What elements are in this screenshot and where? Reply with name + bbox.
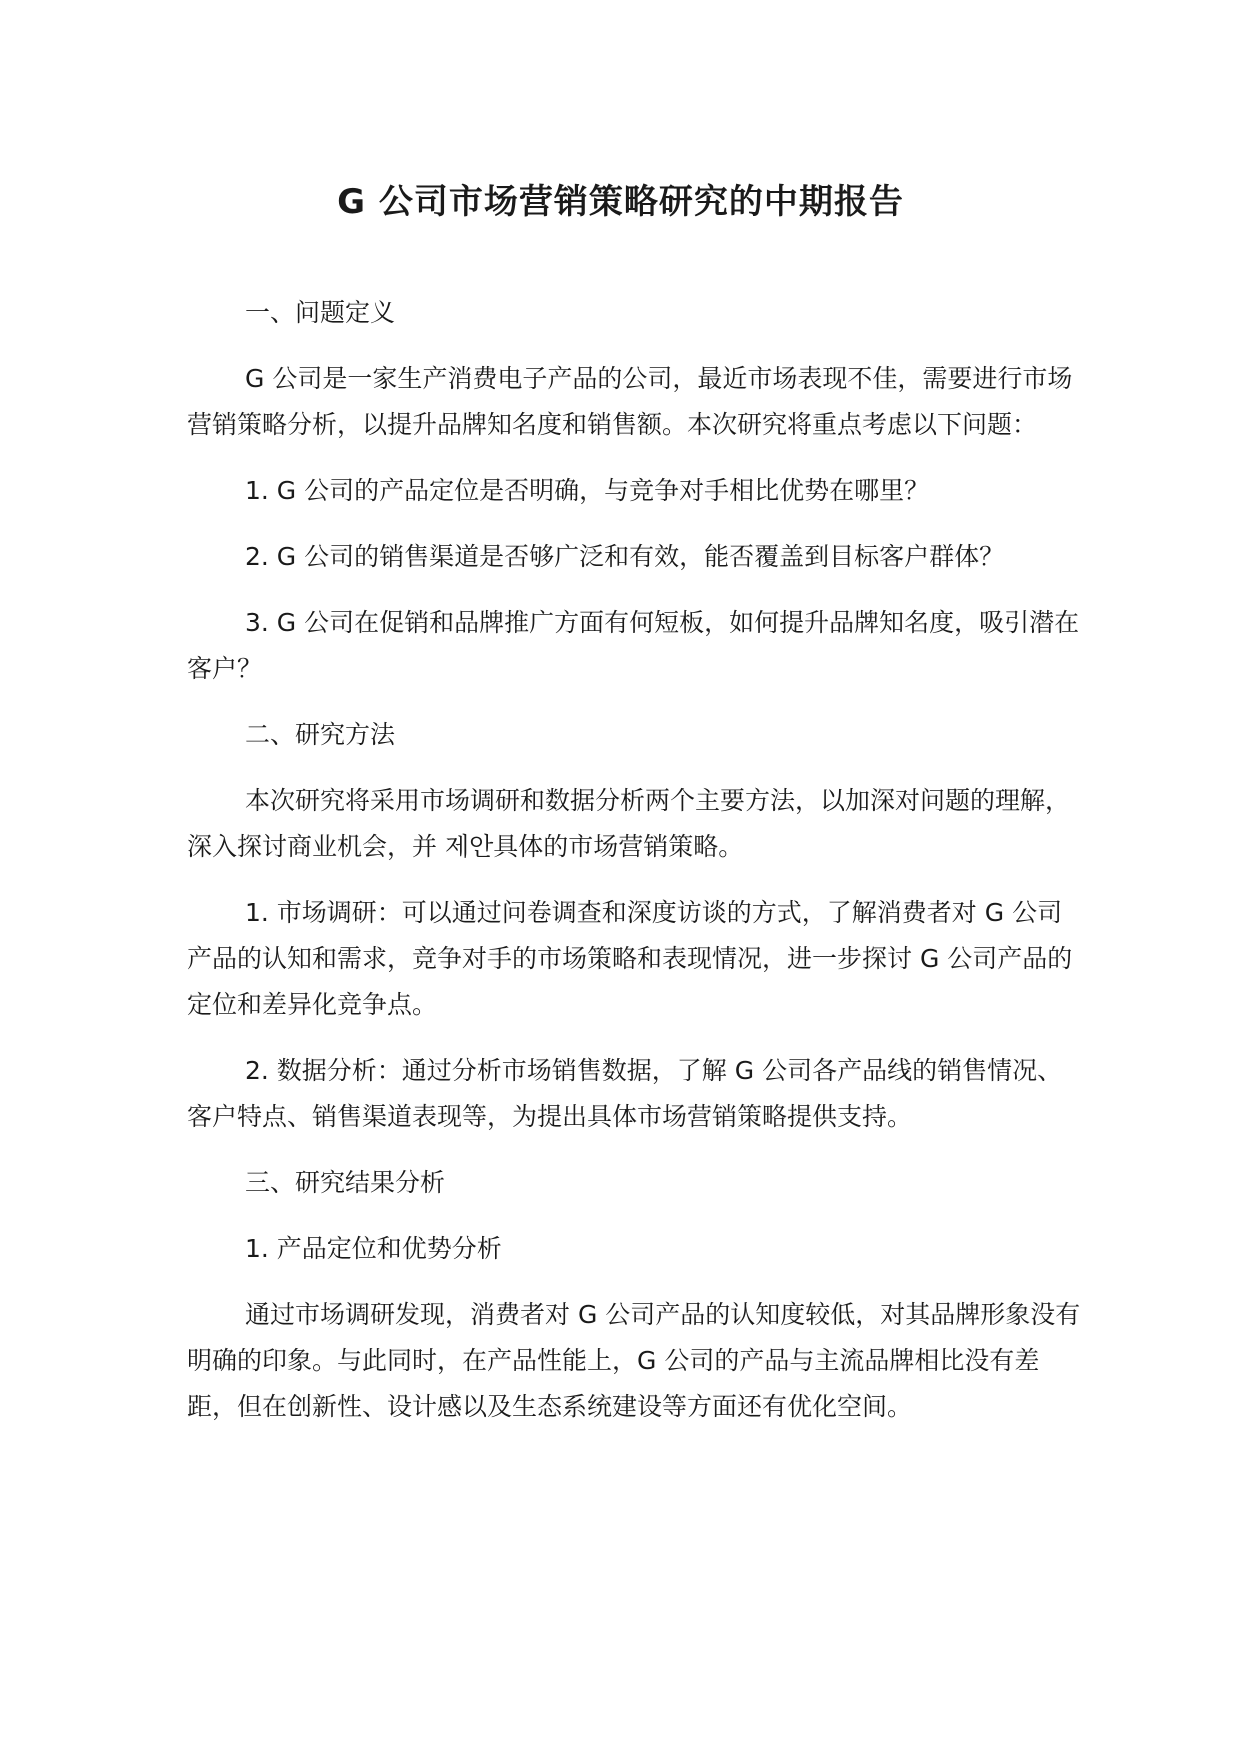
document-title: G 公司市场营销策略研究的中期报告 — [337, 182, 904, 222]
paragraph-methods-intro: 本次研究将采用市场调研和数据分析两个主要方法，以加深对问题的理解，深入探讨商业机会，并 제안具体的市场营销策略。 — [187, 786, 1071, 861]
paragraph-positioning-analysis: 通过市场调研发现，消费者对 G 公司产品的认知度较低，对其品牌形象没有明确的印象。与此同时，在产品性能上，G 公司的产品与主流品牌相比没有差距，但在创新性、设计感以及生态系统建设等方面还有优化空间。 — [187, 1300, 1081, 1421]
question-item-3: 3. G 公司在促销和品牌推广方面有何短板，如何提升品牌知名度，吸引潜在客户？ — [187, 608, 1080, 683]
question-item-1: 1. G 公司的产品定位是否明确，与竞争对手相比优势在哪里？ — [245, 476, 930, 505]
question-item-2: 2. G 公司的销售渠道是否够广泛和有效，能否覆盖到目标客户群体？ — [245, 542, 1005, 571]
subheading-positioning: 1. 产品定位和优势分析 — [245, 1234, 502, 1263]
document-body — [187, 290, 1087, 1450]
section-heading-results: 三、研究结果分析 — [245, 1168, 446, 1197]
section-heading-problem-definition: 一、问题定义 — [245, 298, 396, 327]
section-heading-research-methods: 二、研究方法 — [245, 720, 396, 749]
paragraph-intro: G 公司是一家生产消费电子产品的公司，最近市场表现不佳，需要进行市场营销策略分析，以提升品牌知名度和销售额。本次研究将重点考虑以下问题： — [187, 364, 1073, 439]
method-item-1: 1. 市场调研：可以通过问卷调查和深度访谈的方式，了解消费者对 G 公司产品的认知和需求，竞争对手的市场策略和表现情况，进一步探讨 G 公司产品的定位和差异化竞争点。 — [187, 898, 1073, 1019]
method-item-2: 2. 数据分析：通过分析市场销售数据，了解 G 公司各产品线的销售情况、客户特点、销售渠道表现等，为提出具体市场营销策略提供支持。 — [187, 1056, 1063, 1131]
